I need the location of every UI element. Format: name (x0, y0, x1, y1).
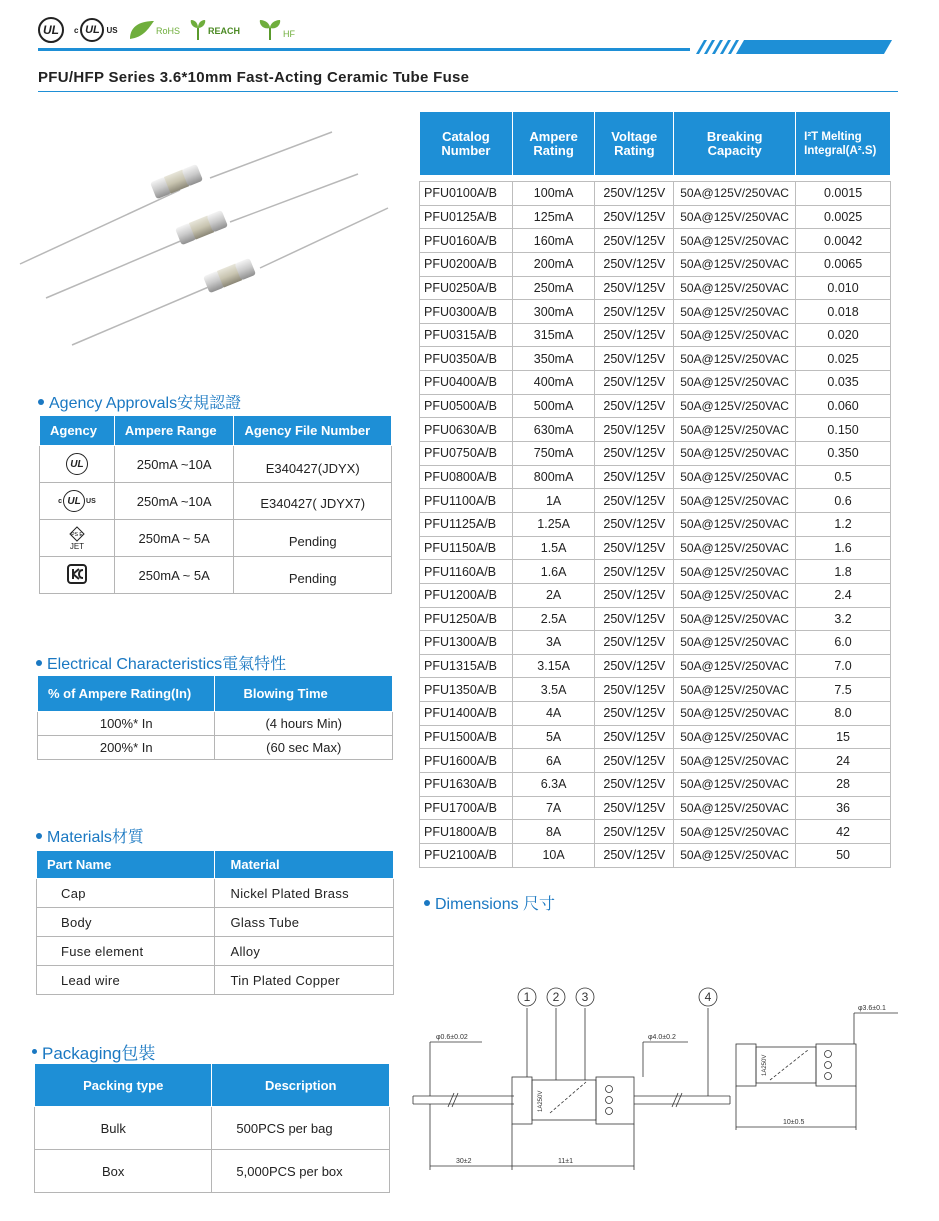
spec-row (420, 843, 891, 867)
ampere-rating: 2A (512, 583, 595, 607)
catalog-number: PFU1200A/B (420, 583, 513, 607)
electrical-header-row (38, 676, 393, 712)
agency-file: Pending (234, 520, 392, 557)
i2t-value: 0.6 (796, 489, 891, 513)
spec-row (420, 276, 891, 300)
agency-logo-cell (40, 483, 115, 520)
header-band (736, 40, 892, 54)
agency-range: 250mA ~10A (114, 446, 234, 483)
electrical-rating: 200%* In (38, 736, 215, 760)
spec-row (420, 820, 891, 844)
breaking-capacity: 50A@125V/250VAC (674, 252, 796, 276)
voltage-rating: 250V/125V (595, 442, 674, 466)
spec-row (420, 583, 891, 607)
packaging-table (34, 1063, 390, 1193)
ampere-rating: 350mA (512, 347, 595, 371)
materials-material: Glass Tube (214, 908, 393, 937)
bullet-icon (424, 900, 430, 906)
i2t-value: 7.0 (796, 654, 891, 678)
spec-row (420, 536, 891, 560)
breaking-capacity: 50A@125V/250VAC (674, 418, 796, 442)
materials-row (37, 908, 394, 937)
spec-header-breaking: Breaking Capacity (674, 112, 796, 176)
voltage-rating: 250V/125V (595, 182, 674, 206)
breaking-capacity: 50A@125V/250VAC (674, 843, 796, 867)
callout-4: 4 (704, 990, 712, 1004)
agency-logo-cell (40, 557, 115, 594)
voltage-rating: 250V/125V (595, 347, 674, 371)
bullet-icon (38, 399, 44, 405)
voltage-rating: 250V/125V (595, 654, 674, 678)
spec-row (420, 560, 891, 584)
hf-logo (258, 18, 302, 42)
spec-header-catalog: Catalog Number (420, 112, 513, 176)
spec-row (420, 607, 891, 631)
spec-row (420, 465, 891, 489)
catalog-number: PFU2100A/B (420, 843, 513, 867)
catalog-number: PFU1600A/B (420, 749, 513, 773)
voltage-rating: 250V/125V (595, 536, 674, 560)
i2t-value: 0.018 (796, 300, 891, 324)
spec-row (420, 442, 891, 466)
bullet-icon (36, 833, 42, 839)
agency-heading: Agency Approvals安規認證 (38, 390, 241, 413)
lead-length-label: 30±2 (456, 1158, 472, 1165)
breaking-capacity: 50A@125V/250VAC (674, 489, 796, 513)
rohs-logo (128, 19, 180, 41)
ampere-rating: 3.5A (512, 678, 595, 702)
bullet-icon (32, 1049, 37, 1054)
packaging-type: Box (35, 1150, 212, 1193)
packaging-header-row (35, 1064, 390, 1107)
electrical-blowing-time: (4 hours Min) (215, 712, 393, 736)
ampere-rating: 1.5A (512, 536, 595, 560)
ampere-rating: 100mA (512, 182, 595, 206)
breaking-capacity: 50A@125V/250VAC (674, 323, 796, 347)
breaking-capacity: 50A@125V/250VAC (674, 678, 796, 702)
ampere-rating: 250mA (512, 276, 595, 300)
electrical-header-blowing: Blowing Time (215, 676, 393, 712)
materials-material: Alloy (214, 937, 393, 966)
catalog-number: PFU1500A/B (420, 725, 513, 749)
agency-header-agency: Agency (40, 416, 115, 446)
voltage-rating: 250V/125V (595, 773, 674, 797)
i2t-value: 15 (796, 725, 891, 749)
catalog-number: PFU1100A/B (420, 489, 513, 513)
spec-header-row (420, 112, 891, 176)
voltage-rating: 250V/125V (595, 276, 674, 300)
spec-row (420, 725, 891, 749)
packaging-heading: Packaging包裝 (32, 1039, 155, 1064)
materials-row (37, 966, 394, 995)
electrical-rating: 100%* In (38, 712, 215, 736)
spec-row (420, 229, 891, 253)
body-marking: 1A250V (538, 1090, 544, 1112)
catalog-number: PFU0160A/B (420, 229, 513, 253)
spec-row (420, 631, 891, 655)
i2t-value: 0.0025 (796, 205, 891, 229)
i2t-value: 0.020 (796, 323, 891, 347)
fuse-product-photo (10, 120, 410, 360)
catalog-number: PFU0250A/B (420, 276, 513, 300)
materials-row (37, 937, 394, 966)
ampere-rating: 630mA (512, 418, 595, 442)
materials-material: Nickel Plated Brass (214, 879, 393, 908)
breaking-capacity: 50A@125V/250VAC (674, 229, 796, 253)
agency-file: Pending (234, 557, 392, 594)
breaking-capacity: 50A@125V/250VAC (674, 536, 796, 560)
spec-row (420, 654, 891, 678)
voltage-rating: 250V/125V (595, 489, 674, 513)
dimensions-drawing (408, 980, 903, 1180)
cul-us-logo: c UL US (74, 18, 118, 42)
header-slashes-decoration (696, 40, 740, 54)
spec-row (420, 182, 891, 206)
i2t-value: 0.035 (796, 371, 891, 395)
agency-header-row (40, 416, 392, 446)
breaking-capacity: 50A@125V/250VAC (674, 583, 796, 607)
breaking-capacity: 50A@125V/250VAC (674, 749, 796, 773)
i2t-value: 0.060 (796, 394, 891, 418)
catalog-number: PFU0400A/B (420, 371, 513, 395)
spec-row (420, 796, 891, 820)
i2t-value: 0.150 (796, 418, 891, 442)
packaging-description: 500PCS per bag (212, 1107, 390, 1150)
materials-part: Lead wire (37, 966, 215, 995)
catalog-number: PFU0200A/B (420, 252, 513, 276)
agency-row (40, 446, 392, 483)
side-length-label: 10±0.5 (783, 1119, 805, 1126)
agency-row (40, 520, 392, 557)
breaking-capacity: 50A@125V/250VAC (674, 560, 796, 584)
certification-logos (38, 12, 302, 48)
kc-logo (66, 563, 88, 585)
spec-table (419, 111, 891, 868)
voltage-rating: 250V/125V (595, 512, 674, 536)
i2t-value: 2.4 (796, 583, 891, 607)
ampere-rating: 500mA (512, 394, 595, 418)
spec-row (420, 773, 891, 797)
catalog-number: PFU0125A/B (420, 205, 513, 229)
materials-part: Body (37, 908, 215, 937)
ampere-rating: 3.15A (512, 654, 595, 678)
cul-us-logo: c UL US (58, 490, 96, 512)
ampere-rating: 1.25A (512, 512, 595, 536)
i2t-value: 0.0015 (796, 182, 891, 206)
ampere-rating: 7A (512, 796, 595, 820)
agency-row (40, 483, 392, 520)
breaking-capacity: 50A@125V/250VAC (674, 512, 796, 536)
callout-2: 2 (552, 990, 560, 1004)
materials-heading: Materials材質 (36, 824, 144, 847)
catalog-number: PFU1315A/B (420, 654, 513, 678)
breaking-capacity: 50A@125V/250VAC (674, 654, 796, 678)
ampere-rating: 315mA (512, 323, 595, 347)
reach-logo (190, 18, 248, 42)
catalog-number: PFU0750A/B (420, 442, 513, 466)
voltage-rating: 250V/125V (595, 229, 674, 253)
ampere-rating: 6A (512, 749, 595, 773)
spec-row (420, 300, 891, 324)
i2t-value: 28 (796, 773, 891, 797)
breaking-capacity: 50A@125V/250VAC (674, 394, 796, 418)
ampere-rating: 6.3A (512, 773, 595, 797)
breaking-capacity: 50A@125V/250VAC (674, 371, 796, 395)
i2t-value: 1.6 (796, 536, 891, 560)
body-length-label: 11±1 (558, 1158, 574, 1165)
materials-header-part: Part Name (37, 851, 215, 879)
breaking-capacity: 50A@125V/250VAC (674, 702, 796, 726)
svg-text:REACH: REACH (207, 26, 240, 36)
packaging-row (35, 1150, 390, 1193)
header-stripe (38, 48, 690, 51)
ampere-rating: 1.6A (512, 560, 595, 584)
ampere-rating: 1A (512, 489, 595, 513)
voltage-rating: 250V/125V (595, 749, 674, 773)
materials-header-material: Material (214, 851, 393, 879)
catalog-number: PFU1350A/B (420, 678, 513, 702)
voltage-rating: 250V/125V (595, 323, 674, 347)
materials-table (36, 850, 394, 995)
callout-3: 3 (581, 990, 589, 1004)
i2t-value: 6.0 (796, 631, 891, 655)
ampere-rating: 3A (512, 631, 595, 655)
i2t-value: 42 (796, 820, 891, 844)
breaking-capacity: 50A@125V/250VAC (674, 607, 796, 631)
electrical-heading: Electrical Characteristics電氣特性 (36, 651, 286, 674)
spec-header-ampere: Ampere Rating (512, 112, 595, 176)
breaking-capacity: 50A@125V/250VAC (674, 276, 796, 300)
agency-table (39, 415, 392, 594)
spec-row (420, 512, 891, 536)
voltage-rating: 250V/125V (595, 252, 674, 276)
spec-row (420, 323, 891, 347)
packaging-row (35, 1107, 390, 1150)
spec-row (420, 252, 891, 276)
title-rule (38, 91, 898, 92)
catalog-number: PFU0315A/B (420, 323, 513, 347)
i2t-value: 50 (796, 843, 891, 867)
voltage-rating: 250V/125V (595, 702, 674, 726)
svg-text:RoHS: RoHS (155, 26, 180, 36)
catalog-number: PFU1160A/B (420, 560, 513, 584)
agency-range: 250mA ~ 5A (114, 520, 234, 557)
voltage-rating: 250V/125V (595, 820, 674, 844)
packaging-header-type: Packing type (35, 1064, 212, 1107)
catalog-number: PFU1630A/B (420, 773, 513, 797)
spec-row (420, 418, 891, 442)
page-title: PFU/HFP Series 3.6*10mm Fast-Acting Ceramic Tube Fuse (38, 69, 470, 86)
ampere-rating: 750mA (512, 442, 595, 466)
i2t-value: 24 (796, 749, 891, 773)
voltage-rating: 250V/125V (595, 678, 674, 702)
kc-mark-icon (66, 563, 88, 585)
ul-logo: UL (66, 453, 88, 475)
voltage-rating: 250V/125V (595, 843, 674, 867)
i2t-value: 7.5 (796, 678, 891, 702)
i2t-value: 0.350 (796, 442, 891, 466)
breaking-capacity: 50A@125V/250VAC (674, 205, 796, 229)
voltage-rating: 250V/125V (595, 465, 674, 489)
ampere-rating: 400mA (512, 371, 595, 395)
materials-part: Cap (37, 879, 215, 908)
catalog-number: PFU1800A/B (420, 820, 513, 844)
spec-row (420, 205, 891, 229)
voltage-rating: 250V/125V (595, 300, 674, 324)
i2t-value: 1.2 (796, 512, 891, 536)
electrical-row (38, 736, 393, 760)
svg-text:HF: HF (282, 29, 295, 39)
agency-logo-cell (40, 520, 115, 557)
lead-diameter-label: φ0.6±0.02 (436, 1034, 468, 1041)
catalog-number: PFU1700A/B (420, 796, 513, 820)
ampere-rating: 200mA (512, 252, 595, 276)
packaging-type: Bulk (35, 1107, 212, 1150)
voltage-rating: 250V/125V (595, 418, 674, 442)
packaging-description: 5,000PCS per box (212, 1150, 390, 1193)
spec-row (420, 749, 891, 773)
breaking-capacity: 50A@125V/250VAC (674, 182, 796, 206)
ampere-rating: 160mA (512, 229, 595, 253)
spec-row (420, 678, 891, 702)
catalog-number: PFU1250A/B (420, 607, 513, 631)
ampere-rating: 10A (512, 843, 595, 867)
fuse-2 (46, 174, 358, 298)
breaking-capacity: 50A@125V/250VAC (674, 820, 796, 844)
i2t-value: 8.0 (796, 702, 891, 726)
breaking-capacity: 50A@125V/250VAC (674, 773, 796, 797)
ampere-rating: 5A (512, 725, 595, 749)
i2t-value: 36 (796, 796, 891, 820)
dimensions-heading: Dimensions 尺寸 (424, 891, 555, 914)
catalog-number: PFU0100A/B (420, 182, 513, 206)
catalog-number: PFU1300A/B (420, 631, 513, 655)
rohs-leaf-icon (128, 19, 180, 41)
spec-table-body (420, 176, 891, 868)
spec-row (420, 702, 891, 726)
ampere-rating: 300mA (512, 300, 595, 324)
i2t-value: 0.025 (796, 347, 891, 371)
breaking-capacity: 50A@125V/250VAC (674, 442, 796, 466)
agency-header-file: Agency File Number (234, 416, 392, 446)
electrical-header-rating: % of Ampere Rating(In) (38, 676, 215, 712)
body-diameter-label: φ3.6±0.1 (858, 1005, 886, 1012)
ul-logo: UL (38, 17, 64, 43)
electrical-row (38, 712, 393, 736)
pse-jet-logo: PS E JET (69, 526, 85, 551)
breaking-capacity: 50A@125V/250VAC (674, 300, 796, 324)
catalog-number: PFU1400A/B (420, 702, 513, 726)
fuse-3 (72, 208, 388, 345)
i2t-value: 0.010 (796, 276, 891, 300)
agency-file: E340427( JDYX7) (234, 483, 392, 520)
ampere-rating: 8A (512, 820, 595, 844)
agency-file: E340427(JDYX) (234, 446, 392, 483)
spec-header-i2t: I²T Melting Integral(A².S) (796, 112, 891, 176)
catalog-number: PFU0800A/B (420, 465, 513, 489)
catalog-number: PFU1150A/B (420, 536, 513, 560)
reach-sprout-icon (190, 18, 248, 42)
breaking-capacity: 50A@125V/250VAC (674, 725, 796, 749)
spec-row (420, 394, 891, 418)
spec-row (420, 347, 891, 371)
materials-row (37, 879, 394, 908)
packaging-header-description: Description (212, 1064, 390, 1107)
voltage-rating: 250V/125V (595, 394, 674, 418)
callout-1: 1 (523, 990, 531, 1004)
agency-row (40, 557, 392, 594)
agency-range: 250mA ~ 5A (114, 557, 234, 594)
ampere-rating: 2.5A (512, 607, 595, 631)
i2t-value: 1.8 (796, 560, 891, 584)
i2t-value: 3.2 (796, 607, 891, 631)
catalog-number: PFU0300A/B (420, 300, 513, 324)
spec-header-voltage: Voltage Rating (595, 112, 674, 176)
voltage-rating: 250V/125V (595, 796, 674, 820)
i2t-value: 0.0042 (796, 229, 891, 253)
voltage-rating: 250V/125V (595, 583, 674, 607)
voltage-rating: 250V/125V (595, 725, 674, 749)
catalog-number: PFU0500A/B (420, 394, 513, 418)
side-marking: 1A250V (762, 1054, 768, 1076)
voltage-rating: 250V/125V (595, 607, 674, 631)
agency-logo-cell (40, 446, 115, 483)
pse-diamond-icon (69, 526, 85, 542)
breaking-capacity: 50A@125V/250VAC (674, 347, 796, 371)
cap-diameter-label: φ4.0±0.2 (648, 1034, 676, 1041)
voltage-rating: 250V/125V (595, 560, 674, 584)
breaking-capacity: 50A@125V/250VAC (674, 631, 796, 655)
ampere-rating: 125mA (512, 205, 595, 229)
spec-row (420, 371, 891, 395)
materials-header-row (37, 851, 394, 879)
catalog-number: PFU0350A/B (420, 347, 513, 371)
materials-material: Tin Plated Copper (214, 966, 393, 995)
i2t-value: 0.5 (796, 465, 891, 489)
voltage-rating: 250V/125V (595, 631, 674, 655)
agency-header-range: Ampere Range (114, 416, 234, 446)
breaking-capacity: 50A@125V/250VAC (674, 796, 796, 820)
svg-text:PS E: PS E (71, 531, 83, 538)
i2t-value: 0.0065 (796, 252, 891, 276)
breaking-capacity: 50A@125V/250VAC (674, 465, 796, 489)
electrical-table (37, 675, 393, 760)
fuse-1 (20, 132, 332, 264)
hf-leaf-icon (258, 18, 302, 42)
bullet-icon (36, 660, 42, 666)
ampere-rating: 4A (512, 702, 595, 726)
agency-range: 250mA ~10A (114, 483, 234, 520)
voltage-rating: 250V/125V (595, 205, 674, 229)
electrical-blowing-time: (60 sec Max) (215, 736, 393, 760)
voltage-rating: 250V/125V (595, 371, 674, 395)
ampere-rating: 800mA (512, 465, 595, 489)
catalog-number: PFU0630A/B (420, 418, 513, 442)
catalog-number: PFU1125A/B (420, 512, 513, 536)
materials-part: Fuse element (37, 937, 215, 966)
spec-row (420, 489, 891, 513)
